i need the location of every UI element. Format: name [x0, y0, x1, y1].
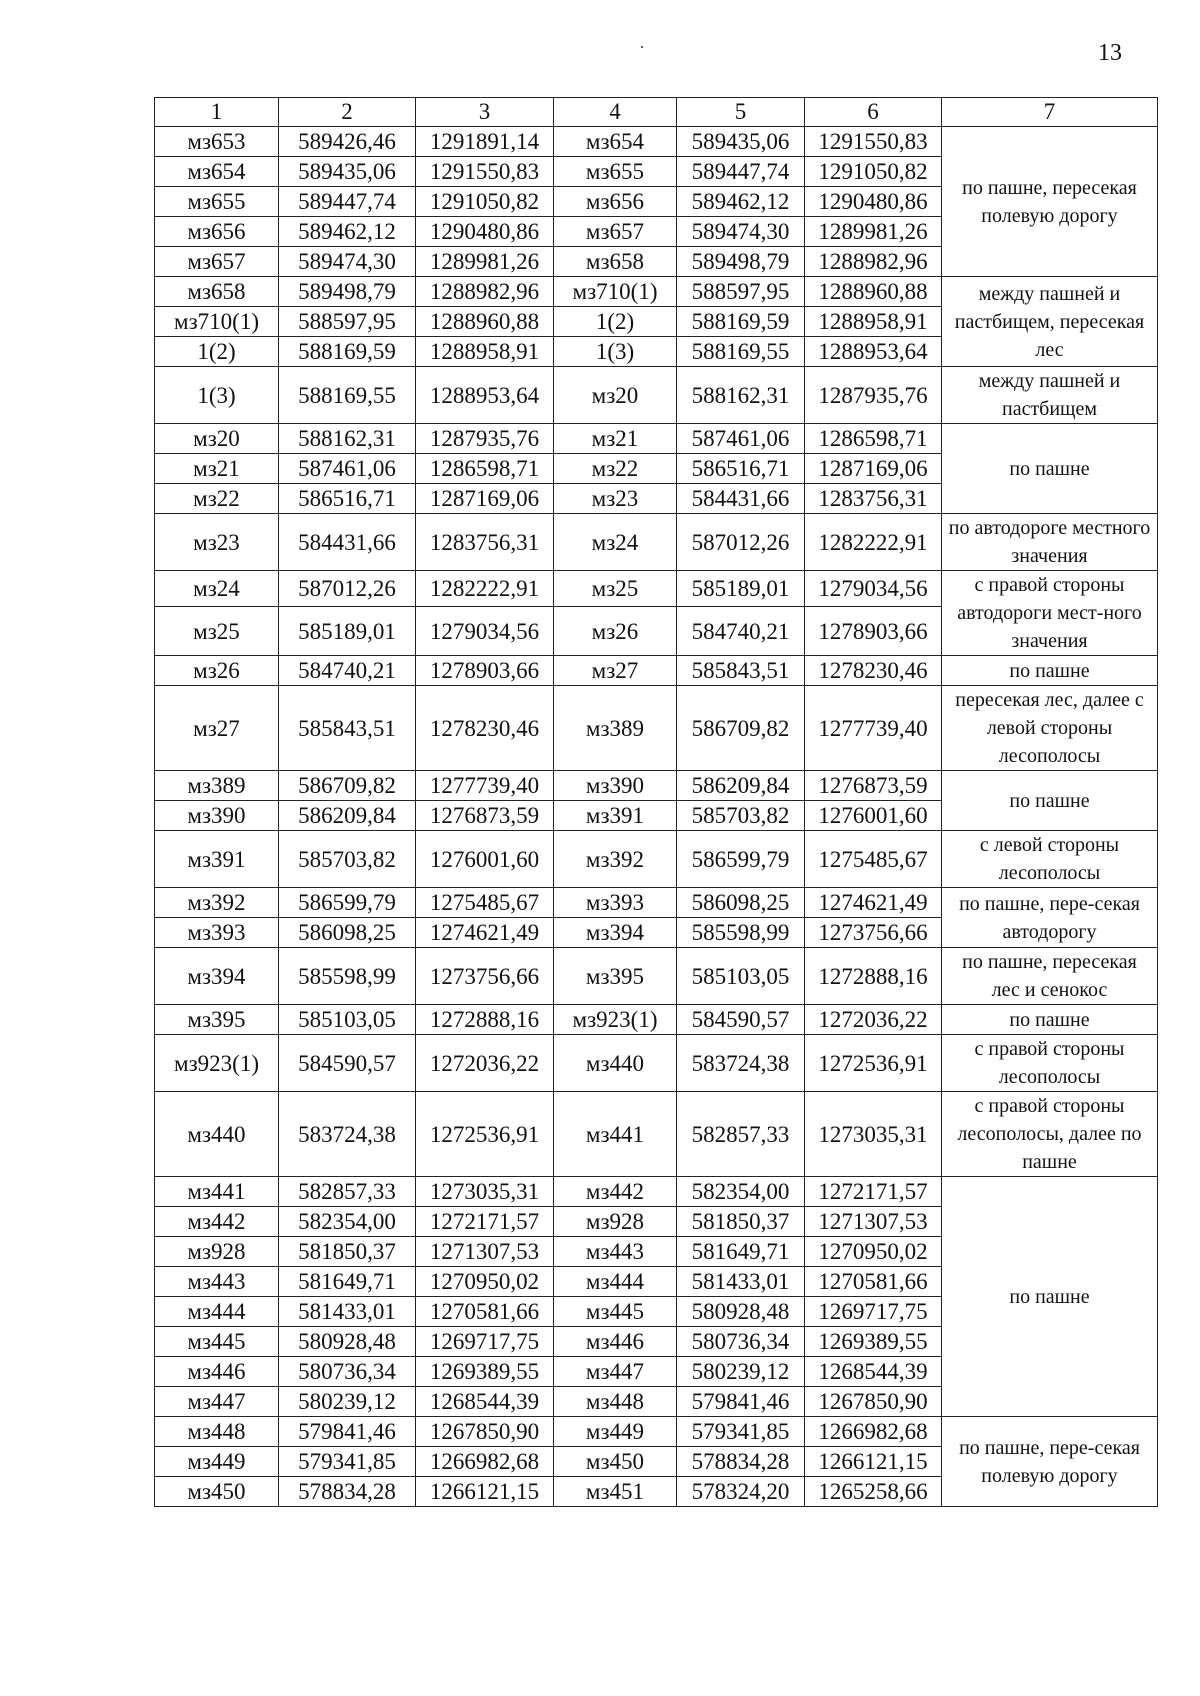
table-cell: мз655 [554, 157, 677, 187]
table-cell: 581850,37 [677, 1207, 805, 1237]
table-cell: мз443 [155, 1267, 279, 1297]
table-cell: 1278230,46 [805, 656, 942, 686]
table-cell: 1276873,59 [805, 771, 942, 801]
table-cell: мз23 [155, 514, 279, 571]
scan-speck [641, 46, 643, 48]
table-cell: мз25 [155, 607, 279, 656]
column-header: 6 [805, 98, 942, 127]
table-cell: 1282222,91 [805, 514, 942, 571]
route-description: с правой стороны автодороги мест-ного значения [942, 571, 1158, 656]
table-cell: 585598,99 [279, 948, 416, 1005]
table-cell: 589498,79 [677, 247, 805, 277]
table-cell: 1266121,15 [416, 1477, 554, 1507]
table-cell: 1288958,91 [416, 337, 554, 367]
table-cell: 1(2) [554, 307, 677, 337]
table-cell: 581649,71 [677, 1237, 805, 1267]
table-row [155, 1092, 1158, 1177]
table-cell: 580736,34 [279, 1357, 416, 1387]
table-cell: мз658 [554, 247, 677, 277]
table-cell: 588597,95 [279, 307, 416, 337]
route-description: по пашне [942, 656, 1158, 686]
route-description: по пашне, пере-секая полевую дорогу [942, 1417, 1158, 1507]
table-cell: мз443 [554, 1237, 677, 1267]
table-cell: 579341,85 [677, 1417, 805, 1447]
table-cell: 584590,57 [677, 1005, 805, 1035]
table-cell: 1288982,96 [416, 277, 554, 307]
table-cell: 1276873,59 [416, 801, 554, 831]
table-cell: 584431,66 [677, 484, 805, 514]
table-cell: 582354,00 [677, 1177, 805, 1207]
table-cell: мз446 [554, 1327, 677, 1357]
route-description: по пашне [942, 1005, 1158, 1035]
table-cell: мз448 [155, 1417, 279, 1447]
table-cell: 580239,12 [677, 1357, 805, 1387]
table-cell: мз26 [554, 607, 677, 656]
table-cell: 1269389,55 [416, 1357, 554, 1387]
table-cell: мз26 [155, 656, 279, 686]
table-cell: 1287935,76 [805, 367, 942, 424]
table-cell: 1277739,40 [416, 771, 554, 801]
table-cell: 589435,06 [279, 157, 416, 187]
table-cell: 1286598,71 [416, 454, 554, 484]
table-cell: 583724,38 [279, 1092, 416, 1177]
table-cell: мз449 [155, 1447, 279, 1477]
table-cell: 1268544,39 [805, 1357, 942, 1387]
table-row [155, 831, 1158, 888]
table-row [155, 1035, 1158, 1092]
table-cell: 585703,82 [677, 801, 805, 831]
table-cell: 1278230,46 [416, 686, 554, 771]
table-cell: мз441 [554, 1092, 677, 1177]
header-row [155, 98, 1158, 127]
table-cell: мз21 [155, 454, 279, 484]
table-cell: 579841,46 [279, 1417, 416, 1447]
table-cell: 1291550,83 [416, 157, 554, 187]
route-description: с левой стороны лесополосы [942, 831, 1158, 888]
table-cell: мз391 [554, 801, 677, 831]
table-cell: 1288953,64 [805, 337, 942, 367]
table-cell: 587461,06 [279, 454, 416, 484]
table-cell: 1288960,88 [805, 277, 942, 307]
table-row [155, 1417, 1158, 1447]
table-cell: 1267850,90 [416, 1417, 554, 1447]
table-cell: 589462,12 [279, 217, 416, 247]
table-cell: мз25 [554, 571, 677, 607]
table-cell: 585189,01 [677, 571, 805, 607]
table-cell: 581433,01 [279, 1297, 416, 1327]
table-row [155, 888, 1158, 918]
table-cell: 1272036,22 [805, 1005, 942, 1035]
table-cell: 1289981,26 [805, 217, 942, 247]
table-cell: мз22 [155, 484, 279, 514]
route-description: по пашне, пере-секая автодорогу [942, 888, 1158, 948]
route-description: с правой стороны лесополосы [942, 1035, 1158, 1092]
table-cell: 1286598,71 [805, 424, 942, 454]
table-row [155, 1005, 1158, 1035]
table-cell: 585103,05 [279, 1005, 416, 1035]
table-cell: 1271307,53 [416, 1237, 554, 1267]
table-cell: мз657 [554, 217, 677, 247]
table-cell: 586516,71 [677, 454, 805, 484]
table-cell: 584431,66 [279, 514, 416, 571]
table-cell: 1283756,31 [805, 484, 942, 514]
table-cell: 578324,20 [677, 1477, 805, 1507]
table-cell: 1287169,06 [416, 484, 554, 514]
table-cell: 1282222,91 [416, 571, 554, 607]
table-cell: мз449 [554, 1417, 677, 1447]
table-row [155, 514, 1158, 571]
table-cell: мз928 [554, 1207, 677, 1237]
table-cell: 588169,55 [279, 367, 416, 424]
table-cell: 1273756,66 [416, 948, 554, 1005]
table-cell: мз447 [155, 1387, 279, 1417]
table-cell: 1269389,55 [805, 1327, 942, 1357]
table-cell: 1283756,31 [416, 514, 554, 571]
table-cell: 588162,31 [677, 367, 805, 424]
table-cell: 585703,82 [279, 831, 416, 888]
table-cell: 586209,84 [279, 801, 416, 831]
table-cell: мз389 [155, 771, 279, 801]
table-cell: мз450 [554, 1447, 677, 1477]
table-cell: 1291891,14 [416, 127, 554, 157]
table-cell: 581433,01 [677, 1267, 805, 1297]
table-cell: 1277739,40 [805, 686, 942, 771]
boundary-coordinates-table [154, 97, 1158, 1507]
table-cell: 1272036,22 [416, 1035, 554, 1092]
table-cell: 586209,84 [677, 771, 805, 801]
column-header: 3 [416, 98, 554, 127]
table-cell: 1273756,66 [805, 918, 942, 948]
table-cell: мз20 [155, 424, 279, 454]
table-cell: мз390 [554, 771, 677, 801]
table-cell: мз393 [554, 888, 677, 918]
table-cell: 585843,51 [677, 656, 805, 686]
table-cell: мз22 [554, 454, 677, 484]
table-cell: 1287935,76 [416, 424, 554, 454]
table-cell: мз447 [554, 1357, 677, 1387]
table-cell: 1272536,91 [416, 1092, 554, 1177]
column-header: 1 [155, 98, 279, 127]
table-cell: 588169,55 [677, 337, 805, 367]
table-cell: 1265258,66 [805, 1477, 942, 1507]
table-cell: 582857,33 [279, 1177, 416, 1207]
table-cell: 588169,59 [677, 307, 805, 337]
table-cell: 1278903,66 [805, 607, 942, 656]
table-cell: 587461,06 [677, 424, 805, 454]
table-cell: мз446 [155, 1357, 279, 1387]
table-cell: 578834,28 [677, 1447, 805, 1477]
table-cell: 1287169,06 [805, 454, 942, 484]
table-row [155, 1177, 1158, 1207]
table-cell: 582857,33 [677, 1092, 805, 1177]
table-cell: 584740,21 [677, 607, 805, 656]
table-cell: 579341,85 [279, 1447, 416, 1477]
table-cell: 1266121,15 [805, 1447, 942, 1477]
table-row [155, 571, 1158, 607]
table-cell: 586709,82 [279, 771, 416, 801]
table-cell: 586516,71 [279, 484, 416, 514]
table-cell: мз655 [155, 187, 279, 217]
table-cell: мз23 [554, 484, 677, 514]
table-cell: мз392 [554, 831, 677, 888]
table-cell: 1270581,66 [805, 1267, 942, 1297]
table-cell: 1274621,49 [416, 918, 554, 948]
table-cell: 1276001,60 [805, 801, 942, 831]
route-description: по автодороге местного значения [942, 514, 1158, 571]
table-cell: мз394 [155, 948, 279, 1005]
table-cell: мз391 [155, 831, 279, 888]
table-cell: мз389 [554, 686, 677, 771]
table-cell: 589474,30 [677, 217, 805, 247]
table-cell: 1266982,68 [416, 1447, 554, 1477]
table-cell: 586599,79 [279, 888, 416, 918]
table-cell: 585843,51 [279, 686, 416, 771]
table-cell: мз20 [554, 367, 677, 424]
table-cell: 580239,12 [279, 1387, 416, 1417]
table-cell: 585103,05 [677, 948, 805, 1005]
route-description: пересекая лес, далее с левой стороны лесополосы [942, 686, 1158, 771]
table-cell: мз24 [155, 571, 279, 607]
table-cell: мз710(1) [155, 307, 279, 337]
table-cell: 586098,25 [279, 918, 416, 948]
table-cell: мз923(1) [554, 1005, 677, 1035]
table-cell: 587012,26 [279, 571, 416, 607]
table-cell: 589474,30 [279, 247, 416, 277]
table-cell: 1274621,49 [805, 888, 942, 918]
table-cell: мз451 [554, 1477, 677, 1507]
table-cell: 584590,57 [279, 1035, 416, 1092]
table-cell: 580928,48 [677, 1297, 805, 1327]
route-description: по пашне [942, 1177, 1158, 1417]
table-cell: 1279034,56 [416, 607, 554, 656]
table-cell: 1(2) [155, 337, 279, 367]
table-cell: 586599,79 [677, 831, 805, 888]
table-cell: 1269717,75 [805, 1297, 942, 1327]
table-cell: 1273035,31 [416, 1177, 554, 1207]
table-cell: мз658 [155, 277, 279, 307]
table-row [155, 948, 1158, 1005]
table-cell: 1268544,39 [416, 1387, 554, 1417]
table-cell: 589447,74 [279, 187, 416, 217]
table-cell: 1272171,57 [805, 1177, 942, 1207]
table-cell: мз923(1) [155, 1035, 279, 1092]
table-cell: 1289981,26 [416, 247, 554, 277]
table-cell: 586098,25 [677, 888, 805, 918]
table-cell: 578834,28 [279, 1477, 416, 1507]
table-cell: 588597,95 [677, 277, 805, 307]
table-cell: мз442 [554, 1177, 677, 1207]
route-description: по пашне, пересекая полевую дорогу [942, 127, 1158, 277]
table-cell: мз654 [554, 127, 677, 157]
table-row [155, 686, 1158, 771]
table-row [155, 656, 1158, 686]
table-cell: мз710(1) [554, 277, 677, 307]
column-header: 5 [677, 98, 805, 127]
table-cell: мз445 [155, 1327, 279, 1357]
table-cell: мз654 [155, 157, 279, 187]
table-cell: 580928,48 [279, 1327, 416, 1357]
table-cell: 1272888,16 [805, 948, 942, 1005]
table-cell: 589447,74 [677, 157, 805, 187]
table-row [155, 771, 1158, 801]
table-cell: 586709,82 [677, 686, 805, 771]
table-cell: 1290480,86 [805, 187, 942, 217]
table-cell: мз440 [554, 1035, 677, 1092]
table-cell: мз657 [155, 247, 279, 277]
table-cell: 588169,59 [279, 337, 416, 367]
table-cell: мз395 [554, 948, 677, 1005]
table-cell: 1272888,16 [416, 1005, 554, 1035]
column-header: 4 [554, 98, 677, 127]
table-cell: мз395 [155, 1005, 279, 1035]
table-cell: мз27 [554, 656, 677, 686]
table-row [155, 367, 1158, 424]
table-cell: 1276001,60 [416, 831, 554, 888]
route-description: по пашне [942, 771, 1158, 831]
route-description: по пашне, пересекая лес и сенокос [942, 948, 1158, 1005]
table-cell: 582354,00 [279, 1207, 416, 1237]
table-cell: 1291550,83 [805, 127, 942, 157]
table-cell: мз444 [554, 1267, 677, 1297]
table-cell: мз448 [554, 1387, 677, 1417]
table-cell: мз656 [554, 187, 677, 217]
table-cell: 1270581,66 [416, 1297, 554, 1327]
table-cell: 1266982,68 [805, 1417, 942, 1447]
table-cell: мз24 [554, 514, 677, 571]
table-cell: 1269717,75 [416, 1327, 554, 1357]
table-cell: 583724,38 [677, 1035, 805, 1092]
table-cell: мз390 [155, 801, 279, 831]
table-row [155, 277, 1158, 307]
column-header: 7 [942, 98, 1158, 127]
table-cell: мз656 [155, 217, 279, 247]
column-header: 2 [279, 98, 416, 127]
table-cell: мз393 [155, 918, 279, 948]
table-cell: 1267850,90 [805, 1387, 942, 1417]
table-cell: мз21 [554, 424, 677, 454]
table-cell: 587012,26 [677, 514, 805, 571]
table-cell: мз653 [155, 127, 279, 157]
route-description: между пашней и пастбищем [942, 367, 1158, 424]
table-cell: 1279034,56 [805, 571, 942, 607]
table-cell: 1(3) [155, 367, 279, 424]
table-cell: 1270950,02 [416, 1267, 554, 1297]
route-description: между пашней и пастбищем, пересекая лес [942, 277, 1158, 367]
table-cell: мз440 [155, 1092, 279, 1177]
table-cell: мз27 [155, 686, 279, 771]
table-cell: мз441 [155, 1177, 279, 1207]
table-cell: 1291050,82 [805, 157, 942, 187]
table-cell: мз444 [155, 1297, 279, 1327]
table-row [155, 424, 1158, 454]
table-cell: 1288982,96 [805, 247, 942, 277]
table-cell: 589462,12 [677, 187, 805, 217]
table-cell: 1273035,31 [805, 1092, 942, 1177]
table-cell: 579841,46 [677, 1387, 805, 1417]
table-cell: мз394 [554, 918, 677, 948]
table-cell: 1275485,67 [805, 831, 942, 888]
table-cell: мз450 [155, 1477, 279, 1507]
table-cell: 584740,21 [279, 656, 416, 686]
table-cell: мз392 [155, 888, 279, 918]
table-cell: 580736,34 [677, 1327, 805, 1357]
table-cell: 1288960,88 [416, 307, 554, 337]
route-description: по пашне [942, 424, 1158, 514]
table-cell: 1288953,64 [416, 367, 554, 424]
table-cell: 1275485,67 [416, 888, 554, 918]
table-cell: 581649,71 [279, 1267, 416, 1297]
table-cell: 1291050,82 [416, 187, 554, 217]
table-cell: 581850,37 [279, 1237, 416, 1267]
table-cell: 1290480,86 [416, 217, 554, 247]
table-cell: 1(3) [554, 337, 677, 367]
table-cell: 585189,01 [279, 607, 416, 656]
table-cell: 1288958,91 [805, 307, 942, 337]
table-cell: мз928 [155, 1237, 279, 1267]
table-cell: 589498,79 [279, 277, 416, 307]
table-cell: 589426,46 [279, 127, 416, 157]
route-description: с правой стороны лесополосы, далее по пашне [942, 1092, 1158, 1177]
table-cell: 1278903,66 [416, 656, 554, 686]
table-row [155, 127, 1158, 157]
table-cell: мз442 [155, 1207, 279, 1237]
table-cell: 588162,31 [279, 424, 416, 454]
page-number: 13 [1098, 40, 1122, 66]
table-cell: 1271307,53 [805, 1207, 942, 1237]
table-cell: 1272171,57 [416, 1207, 554, 1237]
table-cell: 589435,06 [677, 127, 805, 157]
table-cell: мз445 [554, 1297, 677, 1327]
table-cell: 1272536,91 [805, 1035, 942, 1092]
table-cell: 585598,99 [677, 918, 805, 948]
table-cell: 1270950,02 [805, 1237, 942, 1267]
